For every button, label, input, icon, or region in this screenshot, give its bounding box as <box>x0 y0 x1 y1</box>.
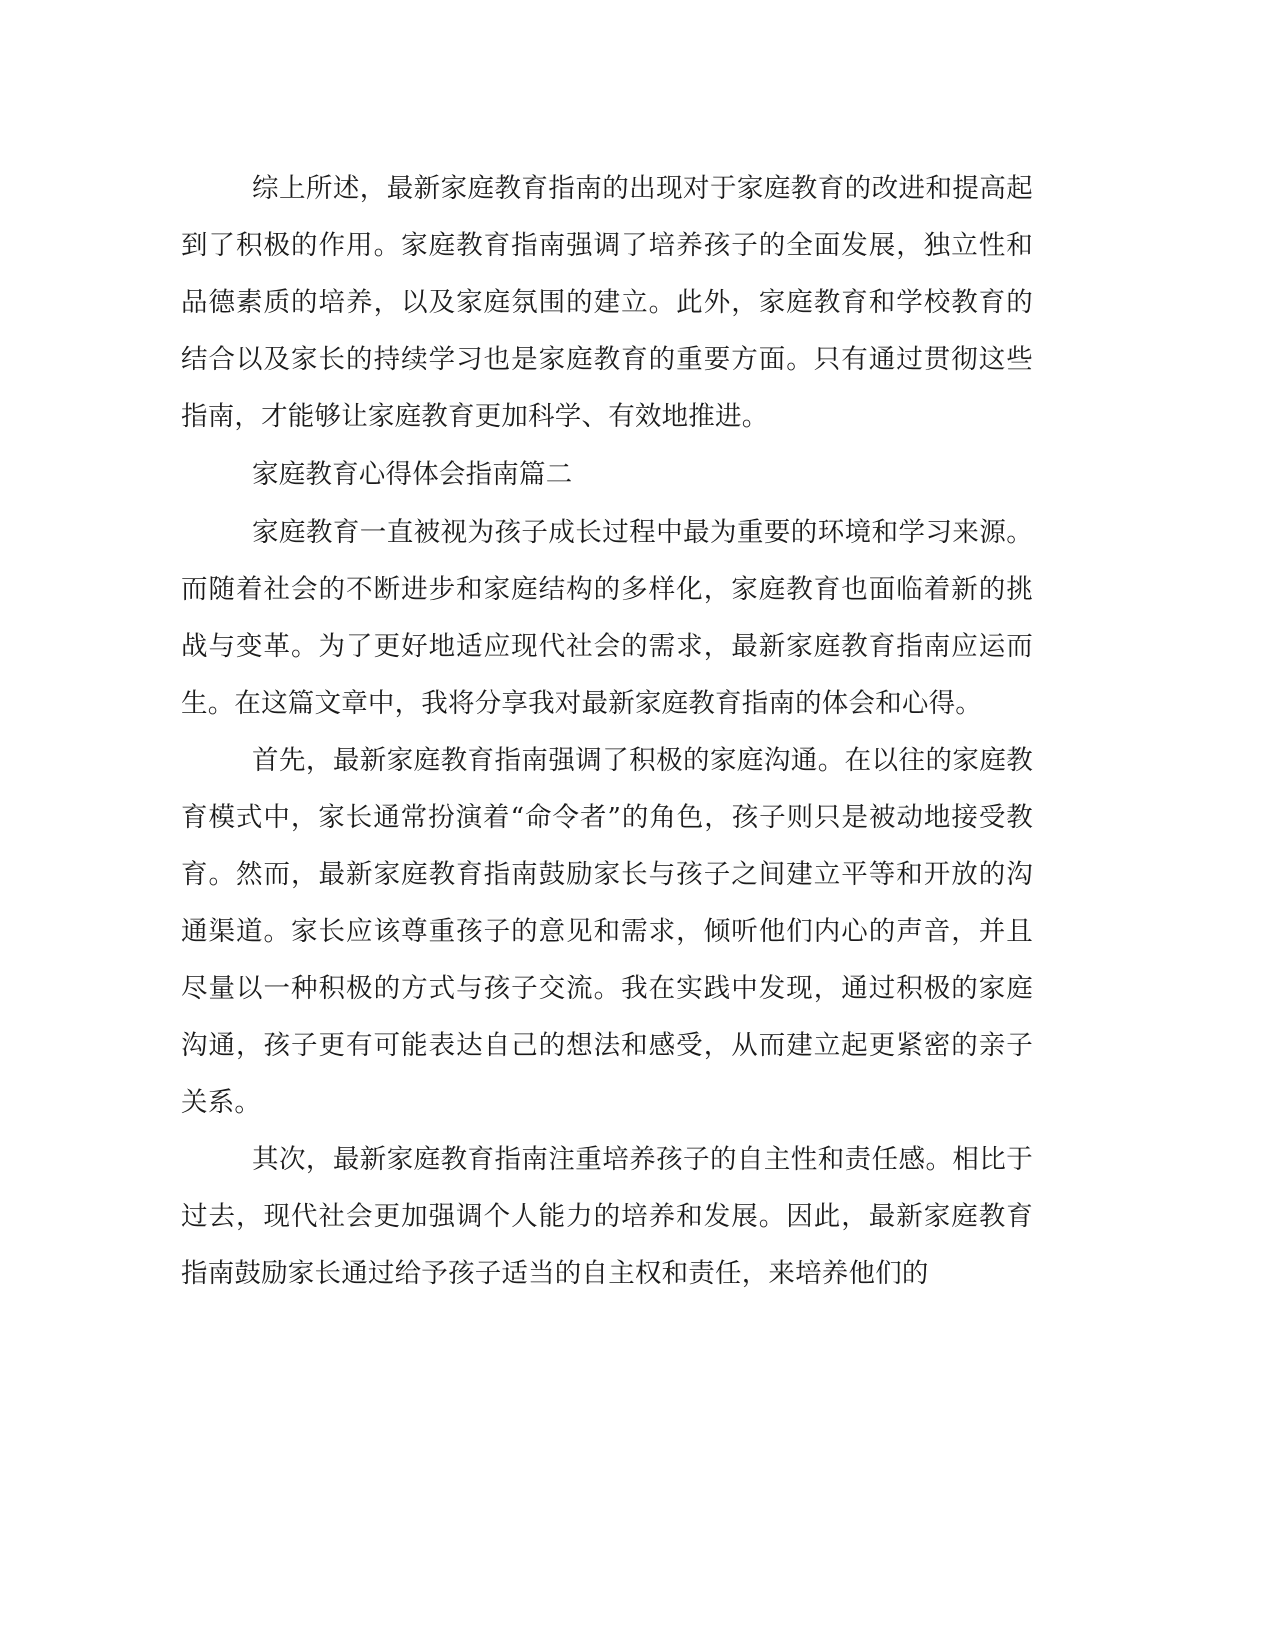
paragraph-first-point: 首先，最新家庭教育指南强调了积极的家庭沟通。在以往的家庭教育模式中，家长通常扮演着“命令者”的角色，孩子则只是被动地接受教育。然而，最新家庭教育指南鼓励家长与孩子之间建立平等和开放的沟通渠道。家长应该尊重孩子的意见和需求，倾听他们内心的声音，并且尽量以一种积极的方式与孩子交流。我在实践中发现，通过积极的家庭沟通，孩子更有可能表达自己的想法和感受，从而建立起更紧密的亲子关系。 <box>181 745 1033 1118</box>
paragraph-second-point: 其次，最新家庭教育指南注重培养孩子的自主性和责任感。相比于过去，现代社会更加强调个人能力的培养和发展。因此，最新家庭教育指南鼓励家长通过给予孩子适当的自主权和责任，来培养他们的 <box>181 1144 1033 1289</box>
section-heading: 家庭教育心得体会指南篇二 <box>252 459 573 490</box>
paragraph-intro: 家庭教育一直被视为孩子成长过程中最为重要的环境和学习来源。而随着社会的不断进步和家庭结构的多样化，家庭教育也面临着新的挑战与变革。为了更好地适应现代社会的需求，最新家庭教育指南应运而生。在这篇文章中，我将分享我对最新家庭教育指南的体会和心得。 <box>181 517 1033 719</box>
paragraph-summary: 综上所述，最新家庭教育指南的出现对于家庭教育的改进和提高起到了积极的作用。家庭教育指南强调了培养孩子的全面发展，独立性和品德素质的培养，以及家庭氛围的建立。此外，家庭教育和学校教育的结合以及家长的持续学习也是家庭教育的重要方面。只有通过贯彻这些指南，才能够让家庭教育更加科学、有效地推进。 <box>181 173 1033 432</box>
document-body <box>181 160 1033 1302</box>
